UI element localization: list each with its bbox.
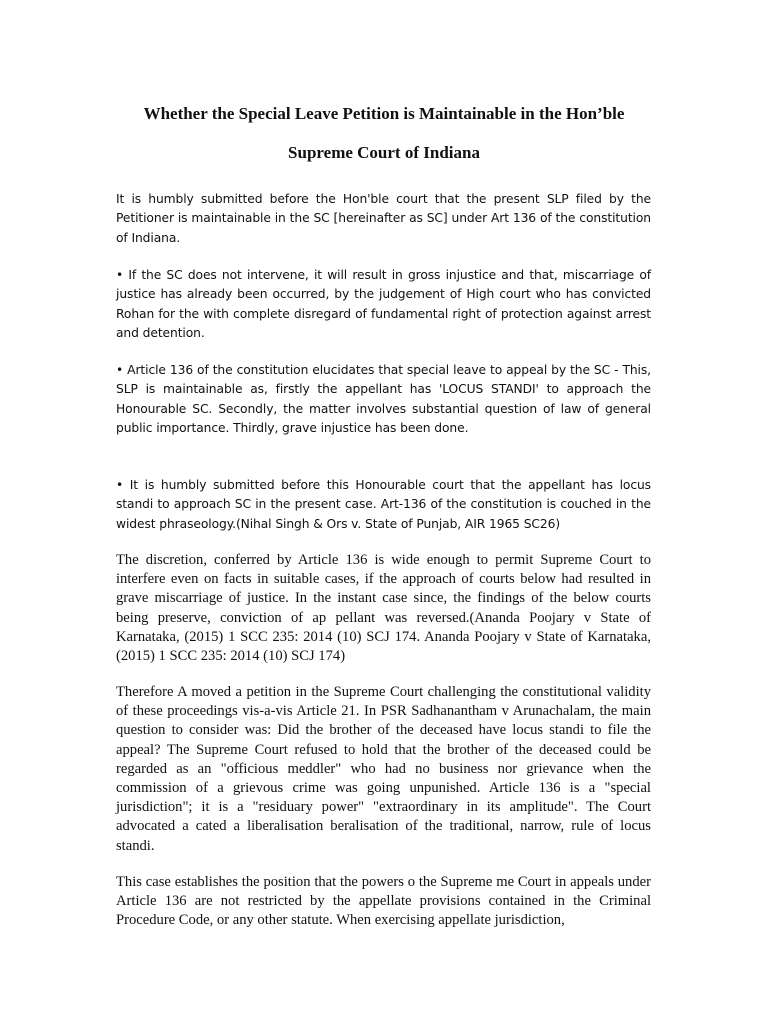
paragraph-case-position: This case establishes the position that the powers o the Supreme me Court in appeals under Article 136 are not restricted by the appellate provisions contained in the Criminal Procedure Code, or any other statute. When exercising appellate jurisdiction,	[116, 874, 651, 929]
paragraph-bullet-locus-standi: • It is humbly submitted before this Honourable court that the appellant has locus standi to approach SC in the present case. Art-136 of the constitution is couched in the widest phraseology.(Nihal Singh & Ors v. State of Punjab, AIR 1965 SC26)	[116, 478, 651, 531]
document-title-line-1: Whether the Special Leave Petition is Maintainable in the Hon’ble	[143, 104, 625, 123]
paragraph-petition: Therefore A moved a petition in the Supreme Court challenging the constitutional validity of these proceedings vis-a-vis Article 21. In PSR Sadhanantham v Arunachalam, the main question to consider was: Did the brother of the deceased have locus standi to file the appeal? The Supreme Court refused to hold that the brother of the deceased could be regarded as an "officious meddler" who had no business nor grievance when the commission of a grievous crime was going unpunished. Article 136 is a "special jurisdiction"; it is a "residuary power" "extraordinary in its amplitude". The Court advocated a cated a liberalisation beralisation of the traditional, narrow, rule of locus standi.	[116, 684, 651, 854]
paragraph-bullet-article-136: • Article 136 of the constitution elucidates that special leave to appeal by the SC - This, SLP is maintainable as, firstly the appellant has 'LOCUS STANDI' to approach the Honourable SC. Secondly, the matter involves substantial question of law of general public importance. Thirdly, grave injustice has been done.	[116, 363, 651, 435]
paragraph-bullet-injustice: • If the SC does not intervene, it will result in gross injustice and that, miscarriage of justice has already been occurred, by the judgement of High court who has convicted Rohan for the with complete disregard of fundamental right of protection against arrest and detention.	[116, 268, 651, 340]
paragraph-discretion: The discretion, conferred by Article 136 is wide enough to permit Supreme Court to interfere even on facts in suitable cases, if the approach of courts below had resulted in grave miscarriage of justice. In the instant case since, the findings of the below courts being preserve, conviction of ap pellant was reversed.(Ananda Poojary v State of Karnataka, (2015) 1 SCC 235: 2014 (10) SCJ 174. Ananda Poojary v State of Karnataka, (2015) 1 SCC 235: 2014 (10) SCJ 174)	[116, 552, 651, 665]
document-title-line-2: Supreme Court of Indiana	[288, 143, 480, 162]
paragraph-submission: It is humbly submitted before the Hon'ble court that the present SLP filed by the Petitioner is maintainable in the SC [hereinafter as SC] under Art 136 of the constitution of Indiana.	[116, 192, 651, 245]
